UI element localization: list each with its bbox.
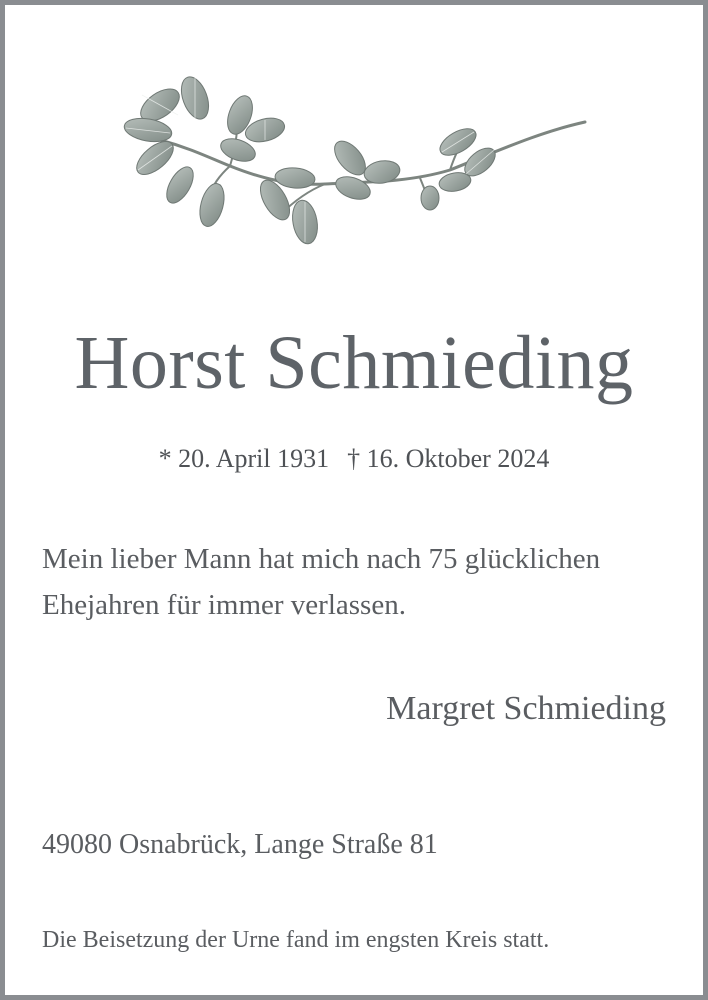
mourner-signature: Margret Schmieding [386, 690, 666, 727]
message-line-2: Ehejahren für immer verlassen. [42, 589, 406, 621]
leaf-branch-icon [120, 70, 590, 265]
life-dates [0, 442, 708, 476]
death-date: † 16. Oktober 2024 [347, 444, 550, 473]
burial-note: Die Beisetzung der Urne fand im engsten Kreis statt. [42, 927, 550, 953]
deceased-name: Horst Schmieding [74, 321, 634, 405]
birth-date: * 20. April 1931 [158, 444, 330, 473]
mourner-address: 49080 Osnabrück, Lange Straße 81 [42, 829, 438, 860]
farewell-message [42, 536, 682, 628]
message-line-1: Mein lieber Mann hat mich nach 75 glücklichen [42, 543, 601, 575]
